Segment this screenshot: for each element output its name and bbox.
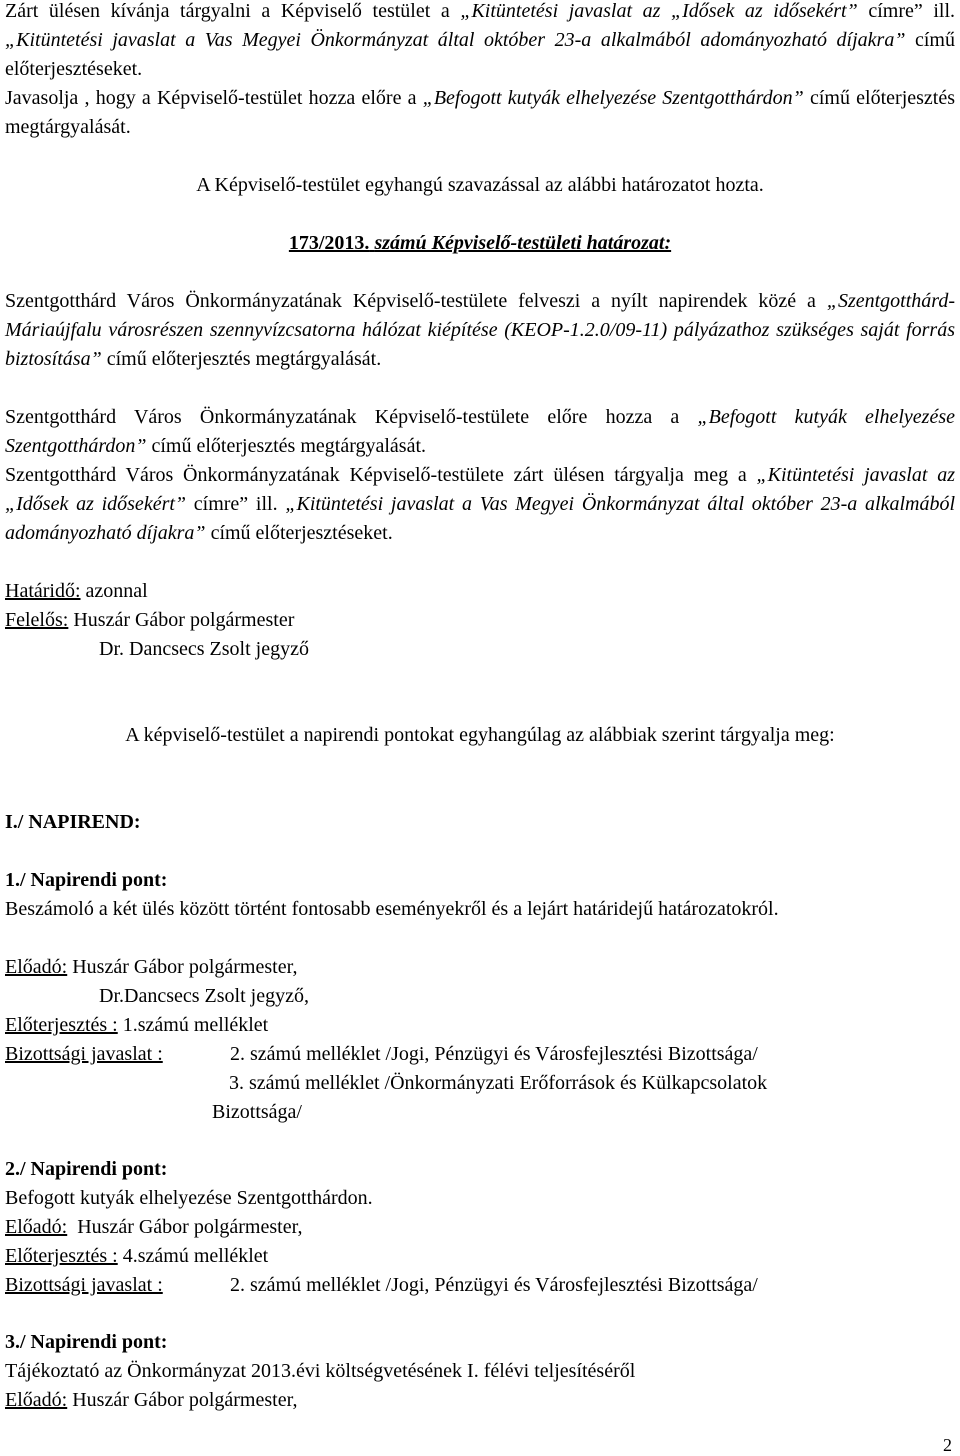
resolution-number: 173/2013. [288,232,370,254]
page-number: 2 [943,1435,952,1455]
resolution-point-1: Szentgotthárd Város Önkormányzatának Képviselő-testülete felveszi a nyílt napirendek közé a „Szentgotthárd-Máriaújfalu városrészen szennyvízcsatorna hálózat kiépítése (KEOP-1.2.0/09-11) pályázathoz szükséges saját forrás biztosítása” című előterjesztés megtárgyalását. [5,290,955,370]
agenda-item-1-heading: 1./ Napirendi pont: [5,869,168,891]
responsible-value: Huszár Gábor polgármester [68,609,295,631]
agenda-item-1-presenter-2: Dr.Dancsecs Zsolt jegyző, [99,985,309,1007]
resolution-title-text: számú Képviselő-testületi határozat: [374,232,672,254]
resolution-title [5,229,955,258]
deadline-value: azonnal [80,580,148,602]
agenda-item-1-committee: Bizottsági javaslat : [5,1043,163,1065]
agenda-item-2-text: Befogott kutyák elhelyezése Szentgotthárdon. [5,1187,373,1209]
agenda-item-1-committee-3: Bizottsága/ [212,1101,302,1123]
agenda-item-3-text: Tájékoztató az Önkormányzat 2013.évi költségvetésének I. félévi teljesítéséről [5,1360,636,1382]
agenda-item-2-proposal: Előterjesztés : 4.számú melléklet [5,1245,269,1267]
agenda-item-1-proposal: Előterjesztés : 1.számú melléklet [5,1014,269,1036]
deadline-line [5,577,148,606]
agenda-item-2-committee: Bizottsági javaslat : [5,1274,163,1296]
agenda-section-title: I./ NAPIREND: [5,811,141,833]
resolution-point-3: Szentgotthárd Város Önkormányzatának Képviselő-testülete zárt ülésen tárgyalja meg a „Kitüntetési javaslat az „Idősek az idősekért” címre” ill. „Kitüntetési javaslat a Vas Megyei Önkormányzat által október 23-a alkalmából adományozható díjakra” című előterjesztéseket. [5,464,956,544]
vote-statement: A Képviselő-testület egyhangú szavazással az alábbi határozatot hozta. [196,174,764,196]
intro-paragraph-closed-session: Zárt ülésen kívánja tárgyalni a Képviselő testület a „Kitüntetési javaslat az „Idősek az idősekért” címre” ill. „Kitüntetési javaslat a Vas Megyei Önkormányzat által október 23-a alkalmából adományozható díjakra” című előterjesztéseket. [5,0,956,80]
agenda-intro: A képviselő-testület a napirendi pontokat egyhangúlag az alábbiak szerint tárgyalja meg: [125,724,835,746]
agenda-item-1-committee-2: 3. számú melléklet /Önkormányzati Erőforrások és Külkapcsolatok [229,1072,768,1094]
agenda-item-2-heading: 2./ Napirendi pont: [5,1158,168,1180]
agenda-item-3-presenter: Előadó: Huszár Gábor polgármester, [5,1389,298,1411]
intro-paragraph-agenda-change: Javasolja , hogy a Képviselő-testület hozza előre a „Befogott kutyák elhelyezése Szentgotthárdon” című előterjesztés megtárgyalását. [5,87,956,138]
resolution-point-2: Szentgotthárd Város Önkormányzatának Képviselő-testülete előre hozza a „Befogott kutyák elhelyezése Szentgotthárdon” című előterjesztés megtárgyalását. [5,406,955,457]
responsible-value-2: Dr. Dancsecs Zsolt jegyző [99,638,309,660]
agenda-item-3-heading: 3./ Napirendi pont: [5,1331,168,1353]
agenda-item-2-presenter: Előadó: Huszár Gábor polgármester, [5,1216,303,1238]
agenda-item-2-committee-1: 2. számú melléklet /Jogi, Pénzügyi és Városfejlesztési Bizottsága/ [230,1274,758,1296]
agenda-item-1-presenter: Előadó: Huszár Gábor polgármester, [5,956,298,978]
agenda-item-1-committee-1: 2. számú melléklet /Jogi, Pénzügyi és Városfejlesztési Bizottsága/ [230,1043,758,1065]
responsible-label: Felelős: [5,609,69,631]
responsible-line [5,606,294,635]
agenda-item-1-text: Beszámoló a két ülés között történt fontosabb eseményekről és a lejárt határidejű határozatokról. [5,898,779,920]
deadline-label: Határidő: [5,580,81,602]
